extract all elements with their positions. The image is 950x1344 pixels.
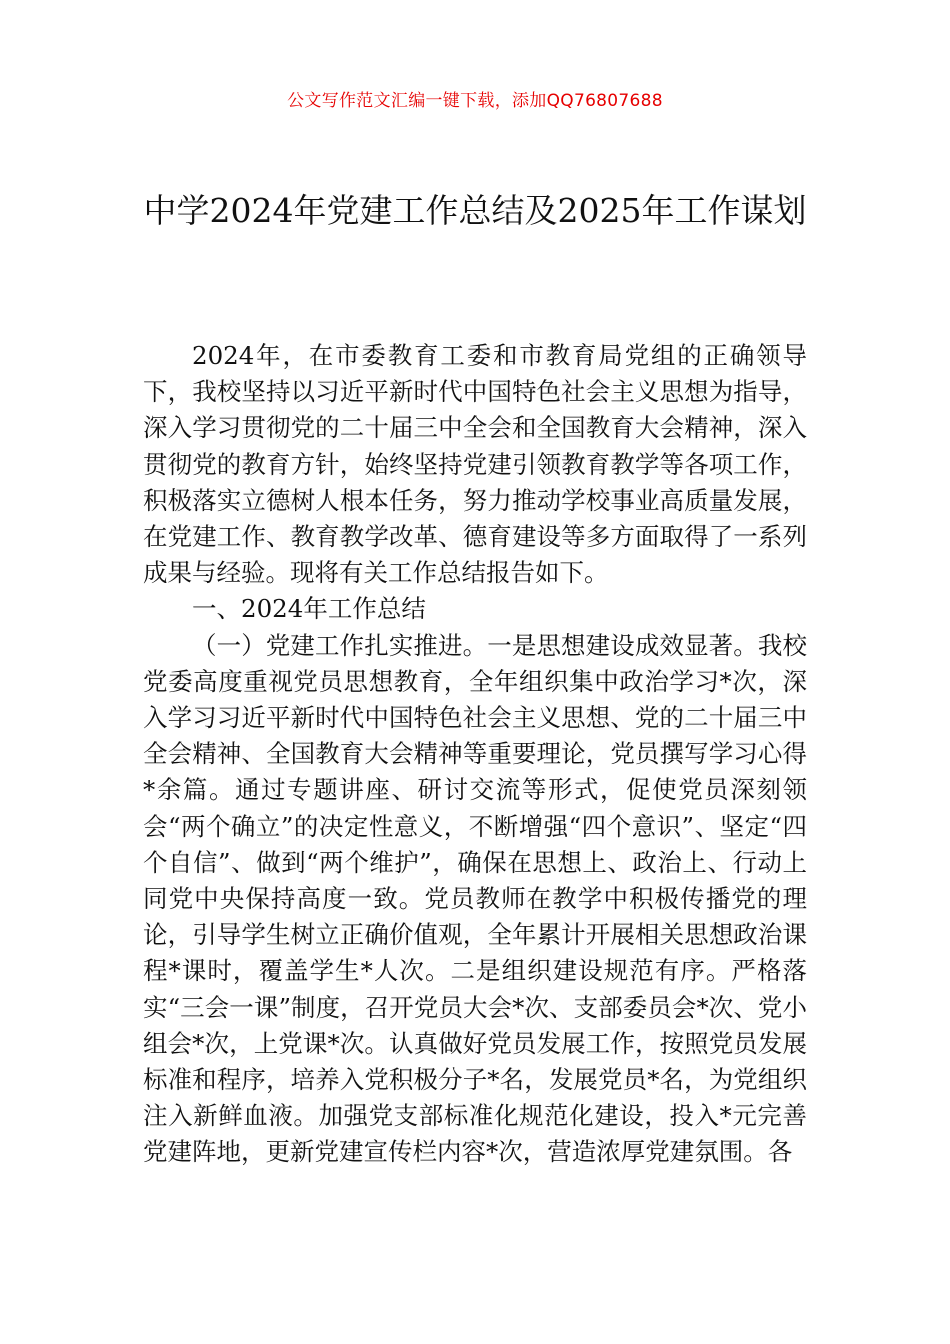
section-heading: 一、2024年工作总结 xyxy=(192,594,426,624)
document-title: 中学2024年党建工作总结及2025年工作谋划 xyxy=(143,191,807,230)
body-paragraph: （一）党建工作扎实推进。一是思想建设成效显著。我校党委高度重视党员思想教育，全年组织集中政治学习*次，深入学习习近平新时代中国特色社会主义思想、党的二十届三中全会精神、全国教育大会精神等重要理论，党员撰写学习心得*余篇。通过专题讲座、研讨交流等形式，促使党员深刻领会“两个确立”的决定性意义，不断增强“四个意识”、坚定“四个自信”、做到“两个维护”，确保在思想上、政治上、行动上同党中央保持高度一致。党员教师在教学中积极传播党的理论，引导学生树立正确价值观，全年累计开展相关思想政治课程*课时，覆盖学生*人次。二是组织建设规范有序。严格落实“三会一课”制度，召开党员大会*次、支部委员会*次、党小组会*次，上党课*次。认真做好党员发展工作，按照党员发展标准和程序，培养入党积极分子*名，发展党员*名，为党组织注入新鲜血液。加强党支部标准化规范化建设，投入*元完善党建阵地，更新党建宣传栏内容*次，营造浓厚党建氛围。各 xyxy=(143,630,807,1167)
document-body xyxy=(143,338,807,1171)
intro-paragraph: 2024年，在市委教育工委和市教育局党组的正确领导下，我校坚持以习近平新时代中国特色社会主义思想为指导，深入学习贯彻党的二十届三中全会和全国教育大会精神，深入贯彻党的教育方针，始终坚持党建引领教育教学等各项工作，积极落实立德树人根本任务，努力推动学校事业高质量发展，在党建工作、教育教学改革、德育建设等多方面取得了一系列成果与经验。现将有关工作总结报告如下。 xyxy=(143,341,807,588)
download-banner[interactable]: 公文写作范文汇编一键下载，添加QQ76807688 xyxy=(287,91,663,111)
